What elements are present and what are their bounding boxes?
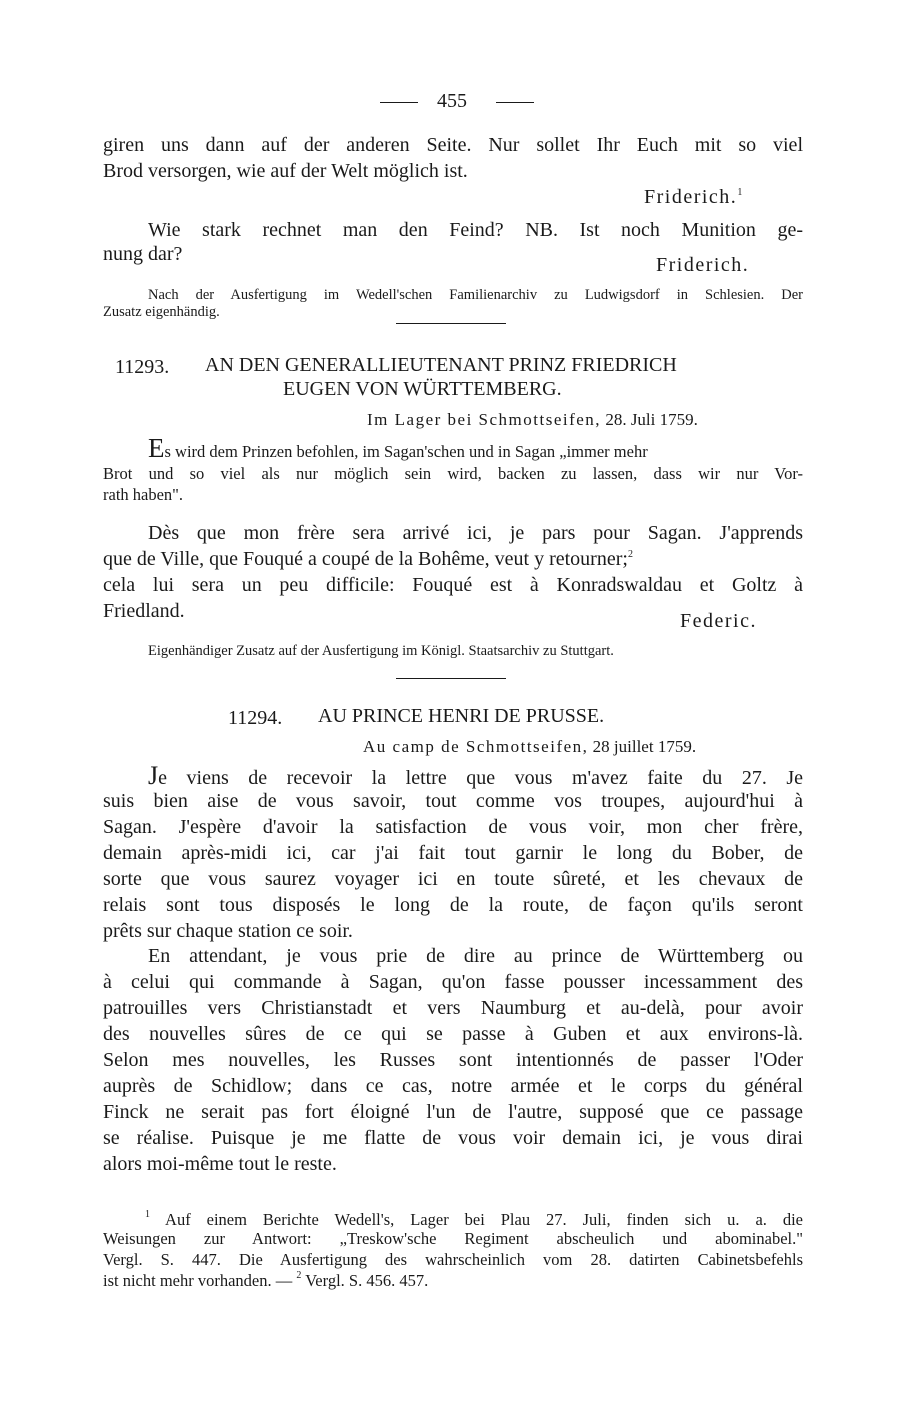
text-line: se réalise. Puisque je me flatte de vous voir demain ici, je vous dirai (103, 1127, 803, 1149)
footnote-line (103, 1270, 428, 1291)
text-line: Finck ne serait pas fort éloigné l'un de l'autre, supposé que ce passage (103, 1101, 803, 1123)
footnote-marker: 2 (627, 549, 633, 560)
letter-heading: EUGEN VON WÜRTTEMBERG. (283, 378, 562, 400)
text-line: patrouilles vers Christianstadt et vers Naumburg et au-delà, pour avoir (103, 997, 803, 1019)
text-line: Brot und so viel als nur möglich sein wird, backen zu lassen, dass wir nur Vor- (103, 464, 803, 483)
text-line: cela lui sera un peu difficile: Fouqué est à Konradswaldau et Goltz à (103, 574, 803, 596)
footnote-line: Vergl. S. 447. Die Ausfertigung des wahrscheinlich vom 28. datirten Cabinetsbefehls (103, 1250, 803, 1269)
dateline (363, 737, 696, 757)
text-line: suis bien aise de vous savoir, tout comme vos troupes, aujourd'hui à (103, 790, 803, 812)
footnote-text: Auf einem Berichte Wedell's, Lager bei Plau 27. Juli, finden sich u. a. die (165, 1210, 804, 1229)
text-line: En attendant, je vous prie de dire au prince de Württemberg ou (148, 945, 803, 967)
footnote-text: ist nicht mehr vorhanden. — (103, 1271, 293, 1290)
text-line: auprès de Schidlow; dans ce cas, notre armée et le corps du général (103, 1075, 803, 1097)
source-note: Nach der Ausfertigung im Wedell'schen Familienarchiv zu Ludwigsdorf in Schlesien. Der (148, 287, 803, 303)
text-line: à celui qui commande à Sagan, qu'on fasse pousser incessamment des (103, 971, 803, 993)
footnote-marker: 2 (296, 1270, 302, 1281)
dateline-date: 28 juillet 1759. (592, 737, 697, 756)
footnote-marker: 1 (737, 187, 744, 198)
text-line: Selon mes nouvelles, les Russes sont intentionnés de passer l'Oder (103, 1049, 803, 1071)
text-line: Friedland. (103, 600, 185, 622)
text-line-rest: e viens de recevoir la lettre que vous m'avez faite du 27. Je (158, 767, 803, 789)
footnote-line (145, 1209, 803, 1230)
signature (644, 186, 744, 209)
footnote-text: Vergl. S. 456. 457. (305, 1271, 429, 1290)
signature-text: Friderich. (644, 186, 738, 208)
source-note: Zusatz eigenhändig. (103, 304, 220, 320)
dateline-date: 28. Juli 1759. (605, 410, 698, 429)
footnote-line: Weisungen zur Antwort: „Treskow'sche Regiment abscheulich und abominabel." (103, 1229, 803, 1248)
text-line: alors moi-même tout le reste. (103, 1153, 337, 1175)
initial-letter: J (148, 761, 159, 790)
letter-number: 11293. (115, 356, 170, 378)
page-number-left-rule (380, 102, 418, 103)
section-divider (396, 678, 506, 679)
page-number: 455 (437, 90, 467, 112)
text-line-main: que de Ville, que Fouqué a coupé de la Bohême, veut y retourner; (103, 548, 628, 570)
text-line: rath haben". (103, 485, 184, 504)
dateline-place: Im Lager bei Schmottseifen, (367, 410, 602, 429)
text-line: relais sont tous disposés le long de la route, de façon qu'ils seront (103, 894, 803, 916)
text-line: Wie stark rechnet man den Feind? NB. Ist noch Munition ge- (148, 219, 803, 241)
dateline-place: Au camp de Schmottseifen, (363, 737, 589, 756)
text-line: demain après-midi ici, car j'ai fait tout garnir le long du Bober, de (103, 842, 803, 864)
text-line: prêts sur chaque station ce soir. (103, 920, 353, 942)
text-line: des nouvelles sûres de ce qui se passe à Guben et aux environs-là. (103, 1023, 803, 1045)
text-line: giren uns dann auf der anderen Seite. Nur sollet Ihr Euch mit so viel (103, 134, 803, 156)
text-line: Dès que mon frère sera arrivé ici, je pars pour Sagan. J'apprends (148, 522, 803, 544)
letter-heading: AN DEN GENERALLIEUTENANT PRINZ FRIEDRICH (205, 354, 677, 376)
initial-letter: E (148, 433, 165, 463)
letter-heading: AU PRINCE HENRI DE PRUSSE. (318, 705, 605, 727)
text-line: Brod versorgen, wie auf der Welt möglich ist. (103, 160, 468, 182)
text-line-rest: s wird dem Prinzen befohlen, im Sagan'schen und in Sagan „immer mehr (164, 442, 648, 461)
signature: Friderich. (656, 254, 750, 276)
text-line: Sagan. J'espère d'avoir la satisfaction de vous voir, mon cher frère, (103, 816, 803, 838)
source-note: Eigenhändiger Zusatz auf der Ausfertigung im Königl. Staatsarchiv zu Stuttgart. (148, 643, 614, 659)
letter-number: 11294. (228, 707, 283, 729)
text-line (148, 435, 648, 462)
text-line (148, 763, 803, 790)
dateline (367, 410, 698, 430)
text-line (103, 548, 803, 571)
signature: Federic. (680, 610, 757, 632)
page-number-right-rule (496, 102, 534, 103)
text-line: sorte que vous saurez voyager ici en toute sûreté, et les chevaux de (103, 868, 803, 890)
footnote-marker: 1 (145, 1209, 150, 1220)
section-divider (396, 323, 506, 324)
text-line: nung dar? (103, 243, 183, 265)
